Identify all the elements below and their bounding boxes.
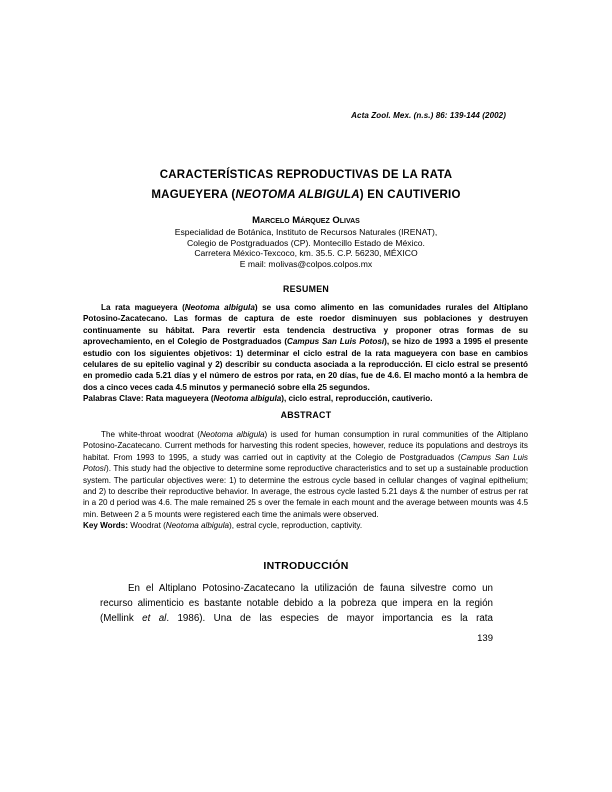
author-affiliation xyxy=(0,227,612,269)
author-email: E mail: molivas@colpos.colpos.mx xyxy=(239,258,373,269)
resumen-heading: RESUMEN xyxy=(282,284,330,294)
affiliation-line-2: Colegio de Postgraduados (CP). Montecillo Estado de México. xyxy=(187,237,425,248)
introduction-heading: INTRODUCCIÓN xyxy=(263,560,349,572)
affiliation-line-1: Especialidad de Botánica, Instituto de Recursos Naturales (IRENAT), xyxy=(174,227,438,237)
journal-citation-header: Acta Zool. Mex. (n.s.) 86: 139-144 (2002) xyxy=(351,111,506,120)
abstract-heading: ABSTRACT xyxy=(280,410,332,420)
paper-title xyxy=(0,166,612,205)
paper-title-line1: CARACTERÍSTICAS REPRODUCTIVAS DE LA RATA xyxy=(159,169,453,181)
author-name: Marcelo Márquez Olivas xyxy=(252,215,360,226)
resumen-keywords: Palabras Clave: Rata magueyera (Neotoma albigula), ciclo estral, reproducción, cautiverio. xyxy=(83,394,433,404)
page-number: 139 xyxy=(477,633,493,644)
resumen-paragraph: La rata magueyera (Neotoma albigula) se usa como alimento en las comunidades rurales del Altiplano Potosino-Zacatecano. Las formas de captura de este roedor disminuyen sus poblaciones y destruyen continuamente su hábitat. Para revertir esta tendencia destructiva y proponer otras formas de su aprovechamiento, en el Colegio de Postgraduados (Campus San Luis Potosí), se hizo de 1993 a 1995 el presente estudio con los siguientes objetivos: 1) determinar el ciclo estral de la rata magueyera con base en cambios celulares de su epitelio vaginal y 2) describir su conducta asociada a la reproducción. El ciclo estral se presentó en promedio cada 5.21 días y el número de estros por rata, en 20 días, fue de 4.6. El macho montó a la hembra de dos a cinco veces cada 4.5 minutos y permaneció sobre ella 25 segundos. xyxy=(83,303,529,392)
resumen-section xyxy=(83,302,528,405)
abstract-section xyxy=(83,429,528,532)
paper-title-line2: MAGUEYERA (NEOTOMA ALBIGULA) EN CAUTIVERIO xyxy=(151,188,461,201)
affiliation-line-3: Carretera México-Texcoco, km. 35.5. C.P. 56230, MÉXICO xyxy=(194,248,418,259)
introduction-section xyxy=(100,581,493,627)
introduction-paragraph: En el Altiplano Potosino-Zacatecano la utilización de fauna silvestre como un recurso alimenticio es bastante notable debido a la pobreza que impera en la región (Mellink et al. 1986). Una de las especies de mayor importancia es la rata xyxy=(100,583,493,625)
abstract-keywords: Key Words: Woodrat (Neotoma albigula), estral cycle, reproduction, captivity. xyxy=(83,521,363,531)
abstract-paragraph: The white-throat woodrat (Neotoma albigula) is used for human consumption in rural communities of the Altiplano Potosino-Zacatecano. Current methods for harvesting this rodent species, however, reduce its populations and destroys its habitat. From 1993 to 1995, a study was carried out in captivity at the Colegio de Postgraduados (Campus San Luis Potosí). This study had the objective to determine some reproductive characteristics and to set up a sustainable production system. The particular objectives were: 1) to determine the estrous cycle based in cellular changes of vaginal epithelium; and 2) to describe their reproductive behavior. In average, the estrous cycle lasted 5.21 days & the number of estrus per rat in a 20 d period was 4.6. The male remained 25 s over the female in each mount and the average between mounts was 4.5 min. Between 2 a 5 mounts were registered each time the animals were observed. xyxy=(83,430,528,519)
